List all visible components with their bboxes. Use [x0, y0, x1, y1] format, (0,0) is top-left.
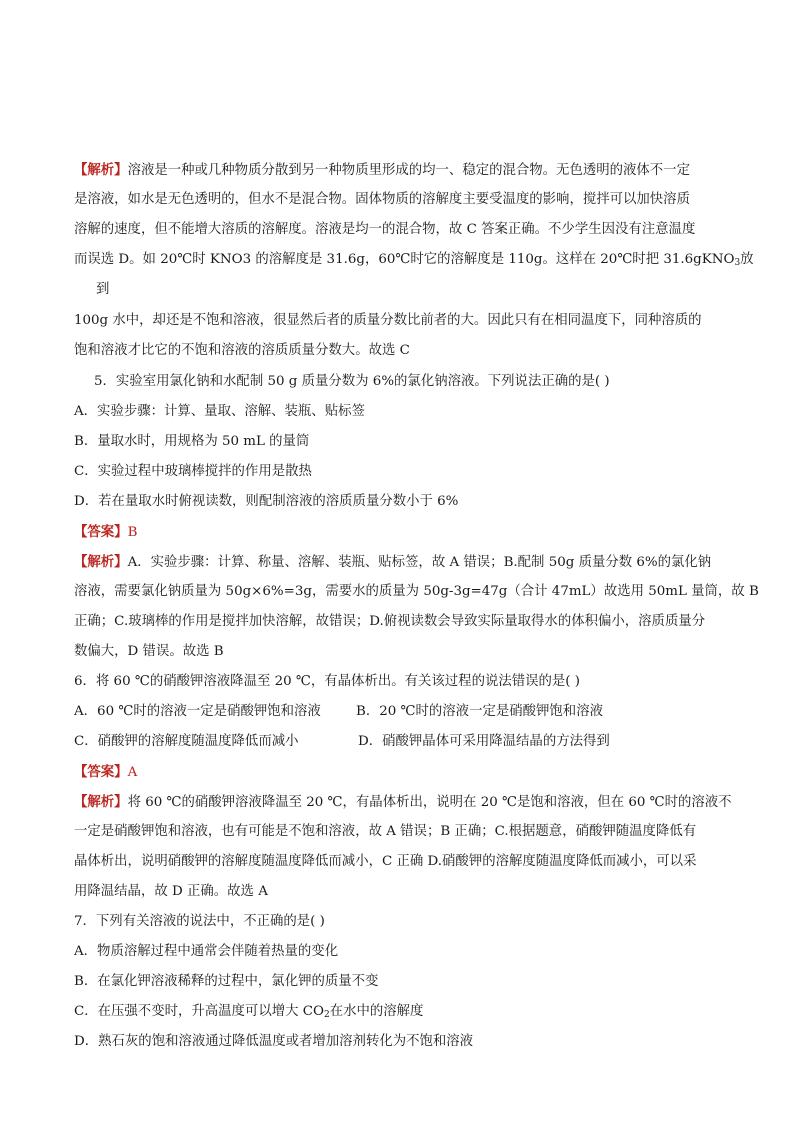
answer-line [74, 762, 137, 782]
subscript: 2 [323, 1010, 330, 1020]
line-text: 数偏大，D 错误。故选 B [74, 644, 224, 659]
text-line [74, 882, 268, 902]
question-7-option-d [74, 1032, 473, 1052]
question-6-options-cd [74, 732, 610, 752]
question-6-option-b: B．20 ℃时的溶液一定是硝酸钾饱和溶液 [356, 704, 603, 719]
analysis-line [74, 160, 690, 180]
question-6-option-c: C．硝酸钾的溶解度随温度降低而减小 [74, 734, 299, 749]
question-5-option-d [74, 492, 458, 512]
analysis-tag: 【解析】 [74, 794, 128, 810]
line-text: A．物质溶解过程中通常会伴随着热量的变化 [74, 944, 339, 959]
question-5-option-c [74, 462, 312, 482]
subscript: 3 [734, 258, 741, 268]
text-line [74, 852, 696, 872]
question-7-stem [74, 912, 325, 932]
answer-value: B [127, 525, 138, 540]
line-text: 6．将 60 ℃的硝酸钾溶液降温至 20 ℃，有晶体析出。有关该过程的说法错误的是( ) [74, 674, 581, 689]
line-text: 用降温结晶，故 D 正确。故选 A [74, 884, 268, 899]
line-text: 一定是硝酸钾饱和溶液，也有可能是不饱和溶液，故 A 错误；B 正确；C.根据题意，硝酸钾随温度降低有 [74, 824, 697, 839]
question-6-option-a: A．60 ℃时的溶液一定是硝酸钾饱和溶液 [74, 704, 321, 719]
line-text: 100g 水中，却还是不饱和溶液，很显然后者的质量分数比前者的大。因此只有在相同温度下，同种溶质的 [74, 313, 702, 328]
analysis-line [74, 552, 711, 572]
text-line [74, 220, 695, 240]
question-5-option-a [74, 402, 365, 422]
question-7-option-c [74, 1002, 423, 1022]
line-text: A．实验步骤：计算、量取、溶解、装瓶、贴标签 [74, 404, 365, 419]
text-line [74, 190, 690, 210]
line-text: 正确；C.玻璃棒的作用是搅拌加快溶解，故错误；D.俯视读数会导致实际量取得水的体积偏小，溶质质量分 [74, 614, 706, 629]
text-line [74, 250, 754, 270]
text-line [74, 822, 696, 842]
text-line [96, 280, 109, 300]
answer-tag: 【答案】 [74, 524, 128, 540]
answer-value: A [127, 765, 138, 780]
text-line [74, 612, 705, 632]
line-text: A．实验步骤：计算、称量、溶解、装瓶、贴标签，故 A 错误；B.配制 50g 质量分数 6%的氯化钠 [127, 555, 712, 570]
question-7-option-a [74, 942, 338, 962]
question-7-option-b [74, 972, 378, 992]
line-text: D．熟石灰的饱和溶液通过降低温度或者增加溶剂转化为不饱和溶液 [74, 1034, 474, 1049]
line-text: 5．实验室用氯化钠和水配制 50 g 质量分数为 6%的氯化钠溶液。下列说法正确的是( ) [94, 374, 610, 389]
line-text: B．在氯化钾溶液稀释的过程中，氯化钾的质量不变 [74, 974, 379, 989]
line-text: D．若在量取水时俯视读数，则配制溶液的溶质质量分数小于 6% [74, 494, 459, 509]
line-text-tail: 在水中的溶解度 [329, 1004, 424, 1019]
line-text-tail: 放 [740, 252, 754, 267]
analysis-tag: 【解析】 [74, 162, 128, 178]
text-line [74, 311, 702, 331]
text-line [74, 341, 410, 361]
text-line [74, 582, 759, 602]
line-text: 饱和溶液才比它的不饱和溶液的溶质质量分数大。故选 C [74, 343, 410, 358]
line-text: B．量取水时，用规格为 50 mL 的量筒 [74, 434, 310, 449]
analysis-line [74, 792, 732, 812]
text-line [74, 642, 224, 662]
line-text: 是溶液，如水是无色透明的，但水不是混合物。固体物质的溶解度主要受温度的影响，搅拌可以加快溶质 [74, 192, 690, 207]
line-text: 到 [96, 282, 110, 297]
line-text: C．实验过程中玻璃棒搅拌的作用是散热 [74, 464, 312, 479]
question-6-options-ab [74, 702, 603, 722]
answer-line [74, 522, 137, 542]
line-text: 溶液是一种或几种物质分散到另一种物质里形成的均一、稳定的混合物。无色透明的液体不一定 [127, 163, 690, 178]
question-6-stem [74, 672, 580, 692]
question-5-option-b [74, 432, 309, 452]
line-text: 7．下列有关溶液的说法中，不正确的是( ) [74, 914, 325, 929]
line-text: 溶解的速度，但不能增大溶质的溶解度。溶液是均一的混合物，故 C 答案正确。不少学生因没有注意温度 [74, 222, 696, 237]
question-6-option-d: D．硝酸钾晶体可采用降温结晶的方法得到 [358, 734, 610, 749]
line-text: 而误选 D。如 20℃时 KNO3 的溶解度是 31.6g，60℃时它的溶解度是 110g。这样在 20℃时把 31.6gKNO [74, 252, 735, 267]
line-text: 将 60 ℃的硝酸钾溶液降温至 20 ℃，有晶体析出，说明在 20 ℃是饱和溶液，但在 60 ℃时的溶液不 [127, 795, 732, 810]
line-text: 溶液，需要氯化钠质量为 50g×6%=3g，需要水的质量为 50g-3g=47g（合计 47mL）故选用 50mL 量筒，故 B [74, 584, 759, 599]
analysis-tag: 【解析】 [74, 554, 128, 570]
line-text: 晶体析出，说明硝酸钾的溶解度随温度降低而减小，C 正确 D.硝酸钾的溶解度随温度降低而减小，可以采 [74, 854, 697, 869]
line-text: C．在压强不变时，升高温度可以增大 CO [74, 1004, 324, 1019]
answer-tag: 【答案】 [74, 764, 128, 780]
question-5-stem [94, 372, 610, 392]
